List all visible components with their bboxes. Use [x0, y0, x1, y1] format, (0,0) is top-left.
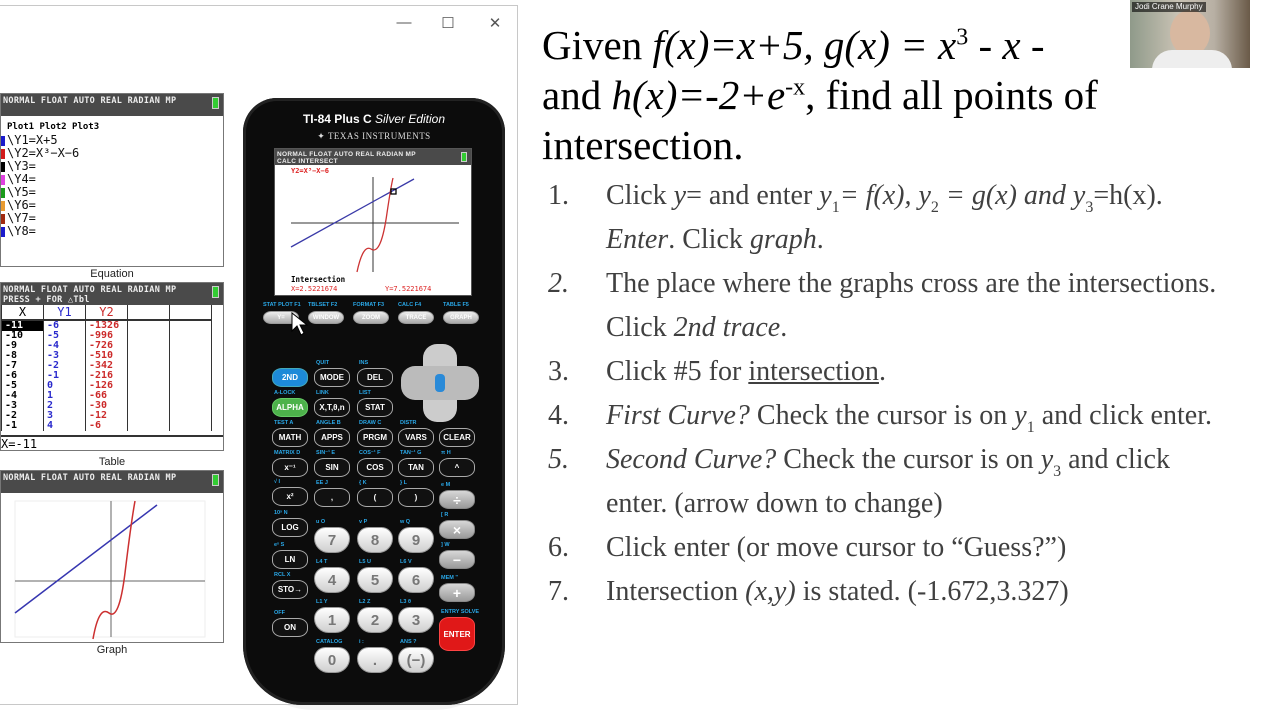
empty-cell: [170, 341, 212, 351]
empty-cell: [128, 381, 170, 391]
key-7[interactable]: 7: [314, 527, 350, 553]
equation-text: \Y7=: [7, 211, 36, 225]
x-cell: -3: [2, 401, 44, 411]
empty-cell: [170, 331, 212, 341]
step-item: [548, 526, 1226, 570]
empty-cell: [128, 421, 170, 431]
x-cell: -9: [2, 341, 44, 351]
step-segment: .: [878, 356, 886, 387]
key-sym20[interactable]: ÷: [439, 490, 475, 509]
key-sublabel: L4 T: [316, 559, 328, 565]
key-sym39[interactable]: .: [357, 647, 393, 673]
y1-cell: -4: [44, 341, 86, 351]
fkey-button[interactable]: GRAPH: [443, 311, 479, 324]
status-text: NORMAL FLOAT AUTO REAL RADIAN MP: [3, 473, 177, 483]
step-segment: Click #5 for: [606, 356, 749, 387]
step-number: 4.: [548, 400, 569, 431]
key-sublabel: ANGLE B: [316, 420, 341, 426]
y1-cell: 3: [44, 411, 86, 421]
color-swatch: [1, 227, 5, 237]
x-cell: -2: [2, 411, 44, 421]
equation-label: Y2=X³−X−6: [291, 167, 329, 175]
key-math[interactable]: MATH: [272, 428, 308, 447]
battery-icon: [212, 97, 219, 109]
y1-cell: -5: [44, 331, 86, 341]
step-item: [548, 394, 1226, 438]
x-cell: -1: [2, 421, 44, 431]
key-sym25[interactable]: ×: [439, 520, 475, 539]
key-9[interactable]: 9: [398, 527, 434, 553]
empty-cell: [170, 391, 212, 401]
y2-cell: -216: [86, 371, 128, 381]
key-sublabel: ANS ?: [400, 639, 417, 645]
equation-text: \Y8=: [7, 224, 36, 238]
empty-cell: [128, 320, 170, 331]
step-segment: 3: [1053, 463, 1062, 480]
empty-cell: [128, 401, 170, 411]
key-sublabel: L3 θ: [400, 599, 411, 605]
step-text: [606, 394, 1226, 438]
key-sym35[interactable]: +: [439, 583, 475, 602]
key-sublabel: MEM ": [441, 575, 458, 581]
equation-text: \Y4=: [7, 172, 36, 186]
key-sublabel: LINK: [316, 390, 329, 396]
step-segment: 1: [1026, 419, 1035, 436]
steps-list: [548, 174, 1226, 614]
step-segment: Check the cursor is on: [776, 444, 1041, 475]
column-header: [128, 305, 170, 320]
equation-line[interactable]: [1, 225, 223, 238]
key-0[interactable]: 0: [314, 647, 350, 673]
key-sublabel: RCL X: [274, 572, 291, 578]
arrow-pad[interactable]: [401, 344, 479, 422]
y2-cell: -12: [86, 411, 128, 421]
y1-cell: -3: [44, 351, 86, 361]
key-sublabel: A-LOCK: [274, 390, 296, 396]
color-swatch: [1, 136, 5, 146]
step-segment: and click enter.: [1034, 400, 1212, 431]
step-number: 5.: [548, 444, 569, 475]
key-sublabel: ENTRY SOLVE: [441, 609, 480, 615]
step-segment: y: [1072, 180, 1086, 211]
presenter-body: [1152, 50, 1232, 68]
y1-cell: -2: [44, 361, 86, 371]
step-segment: Intersection: [606, 576, 746, 607]
equation-text: \Y3=: [7, 159, 36, 173]
equation-text: \Y1=X+5: [7, 133, 58, 147]
x-cell: -8: [2, 351, 44, 361]
key-sublabel: [ R: [441, 512, 449, 518]
step-segment: Check the cursor is on: [749, 400, 1015, 431]
empty-cell: [128, 351, 170, 361]
y2-cell: -66: [86, 391, 128, 401]
table-footer: X=-11: [1, 435, 223, 451]
empty-cell: [128, 341, 170, 351]
step-segment: Click enter (or move cursor to “Guess?”): [606, 532, 1067, 563]
column-header: [170, 305, 212, 320]
maximize-button[interactable]: ☐: [441, 15, 455, 32]
slide-title: Given f(x)=x+5, $g(x) = x^3 - x$ - and $h(x)=-2+e^{-x}$, find all points of intersection.: [542, 22, 1098, 168]
step-segment: = f(x), y: [839, 180, 931, 211]
y2-cell: -342: [86, 361, 128, 371]
key-sublabel: w Q: [400, 519, 411, 525]
status-text: NORMAL FLOAT AUTO REAL RADIAN MP: [277, 151, 416, 158]
x-cell: -5: [2, 381, 44, 391]
key-sublabel: eˣ S: [274, 542, 285, 548]
key-sym19[interactable]: ): [398, 488, 434, 507]
y-value: Y=7.5221674: [385, 285, 432, 293]
y2-cell: -1326: [86, 320, 128, 331]
arrow-center: [435, 374, 445, 392]
key-2[interactable]: 2: [357, 607, 393, 633]
step-segment: y: [819, 180, 832, 211]
key-sublabel: } L: [400, 480, 408, 486]
key-sublabel: DISTR: [400, 420, 417, 426]
key-sublabel: OFF: [274, 610, 285, 616]
color-swatch: [1, 162, 5, 172]
calculator-model: TI-84 Plus C Silver Edition: [302, 112, 446, 126]
step-number: 2.: [548, 268, 569, 299]
plot-row: Plot1 Plot2 Plot3: [7, 122, 100, 132]
key-x[interactable]: x²: [272, 487, 308, 506]
graph-plot: [1, 493, 223, 643]
key-sublabel: v P: [359, 519, 368, 525]
fkey-sublabel: TABLE F5: [443, 302, 469, 308]
key-on[interactable]: ON: [272, 618, 308, 637]
step-segment: 1: [831, 199, 840, 216]
x-cell: -10: [2, 331, 44, 341]
key-sublabel: COS⁻¹ F: [359, 450, 381, 456]
key-sublabel: EE J: [316, 480, 328, 486]
close-button[interactable]: ✕: [488, 15, 502, 32]
step-item: [548, 262, 1226, 350]
step-segment: Click: [606, 180, 674, 211]
step-segment: Second Curve?: [606, 444, 777, 475]
key-sym30[interactable]: −: [439, 550, 475, 569]
key-ln[interactable]: LN: [272, 550, 308, 569]
empty-cell: [170, 401, 212, 411]
key-log[interactable]: LOG: [272, 518, 308, 537]
key-5[interactable]: 5: [357, 567, 393, 593]
empty-cell: [128, 411, 170, 421]
key-sym40[interactable]: (−): [398, 647, 434, 673]
key-xtn[interactable]: X,T,θ,n: [314, 398, 350, 417]
mode-text: CALC INTERSECT: [277, 158, 338, 165]
key-sublabel: i :: [359, 639, 364, 645]
step-item: [548, 570, 1226, 614]
y2-cell: -6: [86, 421, 128, 431]
equation-text: \Y6=: [7, 198, 36, 212]
key-sto[interactable]: STO→: [272, 580, 308, 599]
y1-cell: 1: [44, 391, 86, 401]
color-swatch: [1, 188, 5, 198]
step-segment: and click enter. (arrow down to change): [606, 444, 1170, 519]
step-segment: y: [1040, 444, 1054, 475]
presenter-name: Jodi Crane Murphy: [1132, 2, 1206, 12]
empty-cell: [170, 411, 212, 421]
key-sublabel: u O: [316, 519, 326, 525]
table-panel[interactable]: [0, 282, 224, 451]
key-sublabel: √ I: [274, 479, 281, 485]
key-sublabel: CATALOG: [316, 639, 343, 645]
empty-cell: [128, 361, 170, 371]
graph-caption: Graph: [96, 644, 128, 656]
step-segment: =h(x).: [1093, 180, 1163, 211]
screen-graph: [275, 176, 473, 274]
step-segment: graph: [749, 224, 817, 255]
step-item: [548, 438, 1226, 526]
step-number: 1.: [548, 180, 569, 211]
key-sublabel: TAN⁻¹ G: [400, 450, 422, 456]
key-sin[interactable]: SIN: [314, 458, 350, 477]
equation-panel[interactable]: [0, 93, 224, 267]
key-sublabel: L2 Z: [359, 599, 371, 605]
battery-icon: [461, 152, 467, 162]
key-4[interactable]: 4: [314, 567, 350, 593]
key-sublabel: INS: [359, 360, 369, 366]
step-text: [606, 526, 1226, 570]
y1-cell: 2: [44, 401, 86, 411]
key-sublabel: π H: [441, 450, 451, 456]
fkey-button[interactable]: TRACE: [398, 311, 434, 324]
step-segment: First Curve?: [606, 400, 750, 431]
step-segment: y: [673, 180, 687, 211]
step-segment: 3: [1085, 199, 1094, 216]
key-mode[interactable]: MODE: [314, 368, 350, 387]
key-sublabel: DRAW C: [359, 420, 382, 426]
y2-cell: -726: [86, 341, 128, 351]
battery-icon: [212, 474, 219, 486]
step-text: [606, 174, 1226, 262]
key-del[interactable]: DEL: [357, 368, 393, 387]
empty-cell: [170, 351, 212, 361]
y1-cell: 0: [44, 381, 86, 391]
color-swatch: [1, 214, 5, 224]
step-segment: is stated. (-1.672,3.327): [795, 576, 1069, 607]
key-sublabel: ] W: [441, 542, 450, 548]
key-sym18[interactable]: (: [357, 488, 393, 507]
step-segment: = and enter: [686, 180, 820, 211]
key-prgm[interactable]: PRGM: [357, 428, 393, 447]
step-segment: .: [816, 224, 824, 255]
y2-cell: -30: [86, 401, 128, 411]
key-1[interactable]: 1: [314, 607, 350, 633]
step-segment: The place where the graphs cross are the intersections. Click: [606, 268, 1217, 343]
key-apps[interactable]: APPS: [314, 428, 350, 447]
key-clear[interactable]: CLEAR: [439, 428, 475, 447]
empty-cell: [128, 331, 170, 341]
fkey-sublabel: FORMAT F3: [353, 302, 385, 308]
brand-logo: ✦ TEXAS INSTRUMENTS: [317, 131, 431, 141]
webcam-video: [1130, 0, 1250, 68]
key-sublabel: { K: [359, 480, 367, 486]
column-header: X: [2, 305, 44, 320]
empty-cell: [170, 381, 212, 391]
step-text: [606, 350, 1226, 394]
key-enter[interactable]: ENTER: [439, 617, 475, 651]
step-segment: intersection: [748, 356, 879, 387]
intersection-label: Intersection: [291, 275, 346, 284]
calculator: [243, 98, 505, 705]
empty-cell: [170, 371, 212, 381]
status-bar: [1, 471, 223, 493]
key-sublabel: e M: [441, 482, 451, 488]
key-sublabel: L5 U: [359, 559, 371, 565]
key-tan[interactable]: TAN: [398, 458, 434, 477]
key-sublabel: QUIT: [316, 360, 330, 366]
key-x[interactable]: x⁻¹: [272, 458, 308, 477]
empty-cell: [128, 371, 170, 381]
step-segment: Enter: [606, 224, 669, 255]
fkey-sublabel: CALC F4: [398, 302, 422, 308]
empty-cell: [170, 421, 212, 431]
column-header: Y1: [44, 305, 86, 320]
key-sym15[interactable]: ^: [439, 458, 475, 477]
fkey-sublabel: TBLSET F2: [308, 302, 338, 308]
step-segment: . Click: [668, 224, 750, 255]
status-bar: [1, 283, 223, 305]
y2-cell: -126: [86, 381, 128, 391]
key-8[interactable]: 8: [357, 527, 393, 553]
step-segment: 2: [930, 199, 939, 216]
key-sublabel: L6 V: [400, 559, 412, 565]
equation-text: \Y2=X³−X−6: [7, 146, 80, 160]
minimize-button[interactable]: —: [396, 14, 412, 31]
step-text: [606, 570, 1226, 614]
step-item: [548, 174, 1226, 262]
empty-cell: [170, 320, 212, 331]
color-swatch: [1, 175, 5, 185]
step-segment: = g(x) and: [938, 180, 1073, 211]
x-cell: -6: [2, 371, 44, 381]
equation-caption: Equation: [90, 268, 134, 280]
value-table: [1, 305, 212, 431]
color-swatch: [1, 149, 5, 159]
empty-cell: [128, 391, 170, 401]
x-cell: -7: [2, 361, 44, 371]
y2-cell: -996: [86, 331, 128, 341]
step-number: 7.: [548, 576, 569, 607]
key-vars[interactable]: VARS: [398, 428, 434, 447]
step-segment: y: [1014, 400, 1027, 431]
table-row[interactable]: [2, 421, 212, 431]
x-value: X=2.5221674: [291, 285, 338, 293]
y1-cell: -1: [44, 371, 86, 381]
key-sublabel: 10ˣ N: [274, 510, 288, 516]
key-cos[interactable]: COS: [357, 458, 393, 477]
y2-cell: -510: [86, 351, 128, 361]
key-6[interactable]: 6: [398, 567, 434, 593]
step-segment: .: [780, 312, 788, 343]
fkey-button[interactable]: Y=: [263, 311, 299, 324]
y1-cell: -6: [44, 320, 86, 331]
key-stat[interactable]: STAT: [357, 398, 393, 417]
mouse-cursor-icon: [291, 312, 311, 338]
y1-cell: 4: [44, 421, 86, 431]
step-segment: 2nd trace: [673, 312, 781, 343]
step-text: [606, 438, 1226, 526]
step-item: [548, 350, 1226, 394]
status-text: NORMAL FLOAT AUTO REAL RADIAN MP: [3, 285, 177, 295]
column-header: Y2: [86, 305, 128, 320]
key-sublabel: SIN⁻¹ E: [316, 450, 336, 456]
step-number: 3.: [548, 356, 569, 387]
key-sublabel: L1 Y: [316, 599, 328, 605]
key-alpha[interactable]: ALPHA: [272, 398, 308, 417]
x-cell: -4: [2, 391, 44, 401]
key-3[interactable]: 3: [398, 607, 434, 633]
key-2nd[interactable]: 2ND: [272, 368, 308, 387]
equation-text: \Y5=: [7, 185, 36, 199]
key-sublabel: LIST: [359, 390, 371, 396]
battery-icon: [212, 286, 219, 298]
fkey-sublabel: STAT PLOT F1: [263, 302, 301, 308]
step-number: 6.: [548, 532, 569, 563]
status-hint: PRESS + FOR △Tbl: [3, 295, 90, 305]
key-sublabel: TEST A: [274, 420, 294, 426]
calculator-screen: [274, 148, 472, 296]
fkey-button[interactable]: ZOOM: [353, 311, 389, 324]
table-row[interactable]: [2, 411, 212, 421]
graph-panel[interactable]: [0, 470, 224, 643]
fkey-button[interactable]: WINDOW: [308, 311, 344, 324]
empty-cell: [170, 361, 212, 371]
step-segment: (x,y): [745, 576, 796, 607]
key-sublabel: MATRIX D: [274, 450, 301, 456]
status-bar: [1, 94, 223, 116]
x-cell: -11: [2, 320, 44, 331]
key-sym17[interactable]: ,: [314, 488, 350, 507]
step-text: [606, 262, 1226, 350]
table-caption: Table: [98, 456, 126, 468]
color-swatch: [1, 201, 5, 211]
status-text: NORMAL FLOAT AUTO REAL RADIAN MP: [3, 96, 177, 106]
